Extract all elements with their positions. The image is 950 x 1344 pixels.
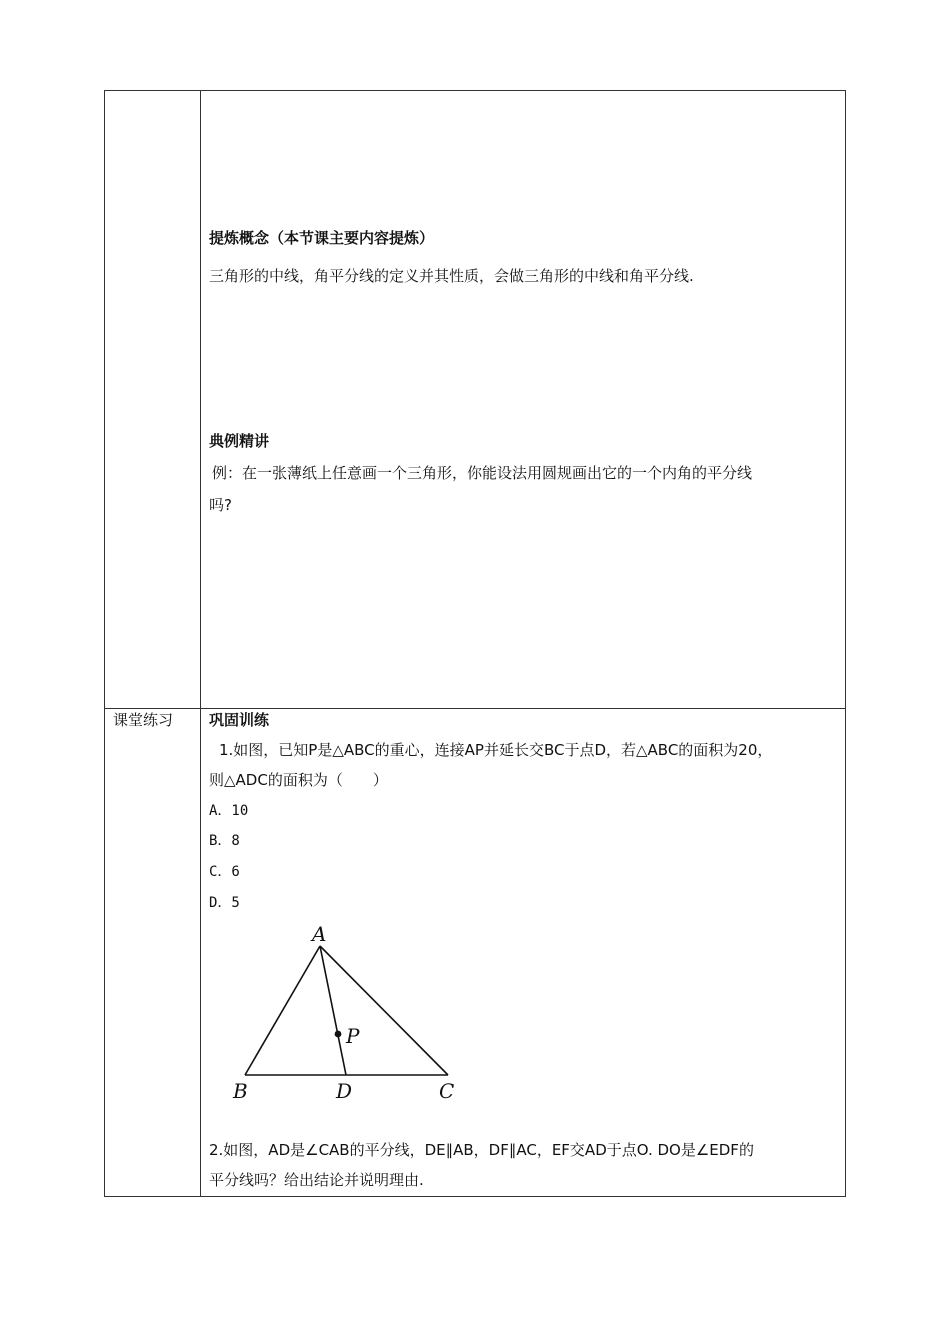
point-p (335, 1031, 342, 1038)
label-d: D (336, 1079, 353, 1103)
example-heading: 典例精讲 (209, 432, 270, 450)
label-c: C (439, 1079, 455, 1103)
question-1-line-1: 1.如图，已知P是△ABC的重心，连接AP并延长交BC于点D，若△ABC的面积为20， (219, 741, 773, 759)
label-a: A (312, 922, 327, 946)
summary-body: 三角形的中线，角平分线的定义并其性质，会做三角形的中线和角平分线. (209, 267, 694, 285)
triangle-figure (225, 918, 475, 1108)
label-b: B (233, 1079, 248, 1103)
row-divider (105, 708, 845, 709)
column-divider (200, 91, 201, 1196)
median-ad (320, 946, 346, 1075)
example-line-2: 吗? (209, 496, 232, 514)
lesson-table (104, 90, 846, 1197)
choice-c: C．6 (209, 864, 240, 880)
choice-b: B．8 (209, 833, 240, 849)
practice-row-label: 课堂练习 (113, 711, 174, 729)
question-2-line-1: 2.如图，AD是∠CAB的平分线，DE∥AB，DF∥AC，EF交AD于点O. DO是∠EDF的 (209, 1141, 754, 1159)
question-1-line-2: 则△ADC的面积为（ ） (209, 771, 388, 789)
practice-heading: 巩固训练 (209, 711, 270, 729)
choice-d: D．5 (209, 895, 240, 911)
side-ac (320, 946, 448, 1075)
choice-a: A．10 (209, 803, 249, 819)
side-ab (245, 946, 320, 1075)
label-p: P (346, 1024, 360, 1048)
example-line-1: 例：在一张薄纸上任意画一个三角形，你能设法用圆规画出它的一个内角的平分线 (212, 464, 753, 482)
summary-heading: 提炼概念（本节课主要内容提炼） (209, 229, 435, 247)
question-2-line-2: 平分线吗？给出结论并说明理由. (209, 1171, 424, 1189)
